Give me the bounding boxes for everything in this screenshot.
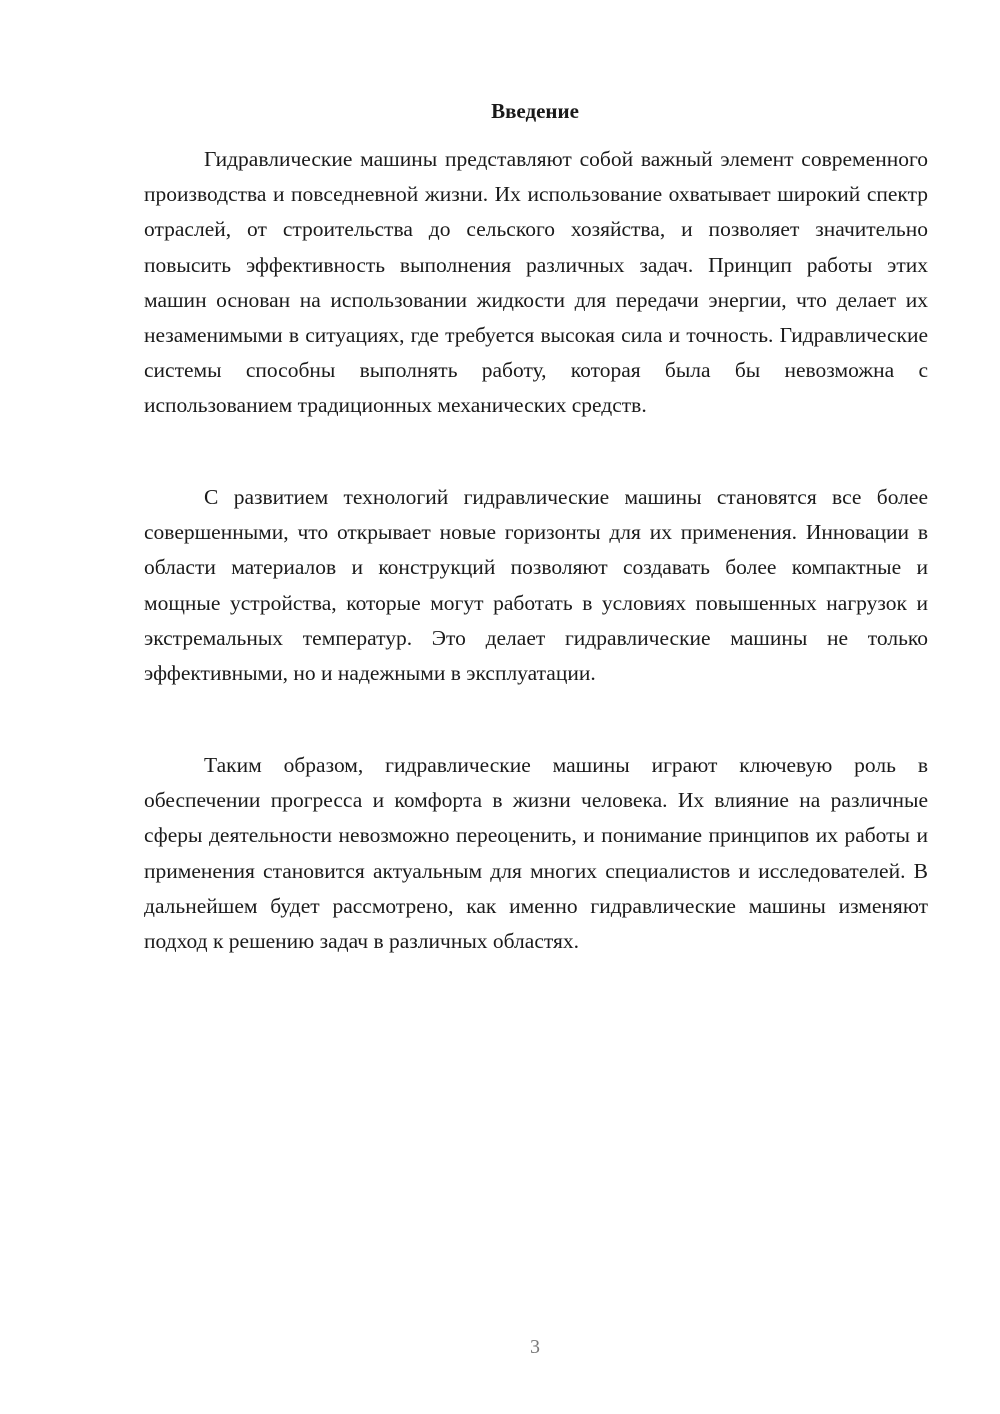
section-heading: Введение — [491, 99, 579, 123]
paragraph-2: С развитием технологий гидравлические машины становятся все более совершенными, что открывает новые горизонты для их применения. Инновации в области материалов и конструкций позволяют создавать более компактные и мощные устройства, которые могут работать в условиях повышенных нагрузок и экстремальных температур. Это делает гидравлические машины не только эффективными, но и надежными в эксплуатации. — [144, 485, 928, 686]
paragraph-3: Таким образом, гидравлические машины играют ключевую роль в обеспечении прогресса и комфорта в жизни человека. Их влияние на различные сферы деятельности невозможно переоценить, и понимание принципов их работы и применения становится актуальным для многих специалистов и исследователей. В дальнейшем будет рассмотрено, как именно гидравлические машины изменяют подход к решению задач в различных областях. — [144, 753, 928, 954]
page-number: 3 — [530, 1336, 540, 1358]
paragraph-1: Гидравлические машины представляют собой важный элемент современного производства и повседневной жизни. Их использование охватывает широкий спектр отраслей, от строительства до сельского хозяйства, и позволяет значительно повысить эффективность выполнения различных задач. Принцип работы этих машин основан на использовании жидкости для передачи энергии, что делает их незаменимыми в ситуациях, где требуется высокая сила и точность. Гидравлические системы способны выполнять работу, которая была бы невозможна с использованием традиционных механических средств. — [144, 147, 928, 418]
